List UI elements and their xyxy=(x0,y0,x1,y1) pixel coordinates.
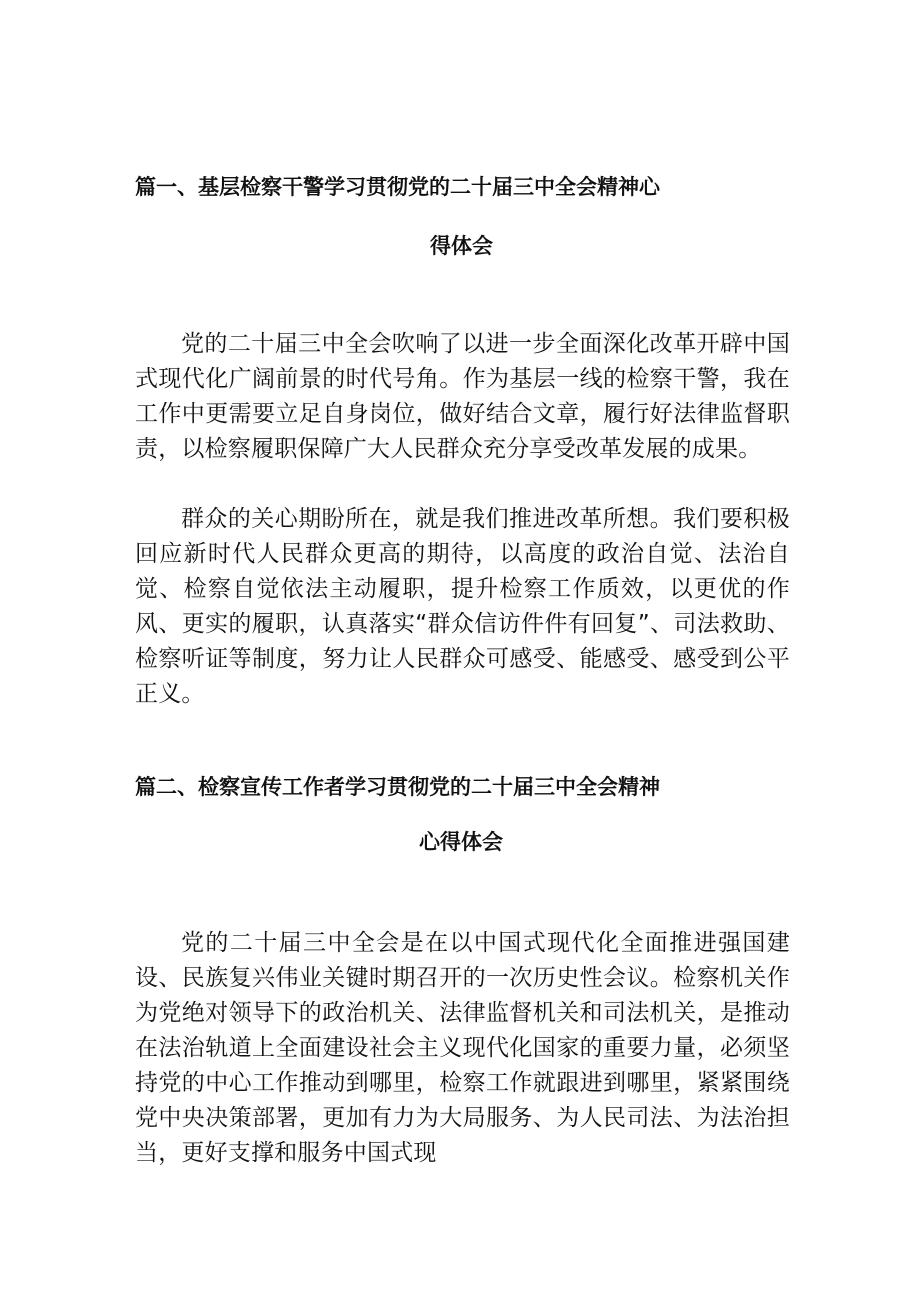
section-1-title-line-1: 篇一、基层检察干警学习贯彻党的二十届三中全会精神心 xyxy=(135,175,660,199)
section-2-title-line-1: 篇二、检察宣传工作者学习贯彻党的二十届三中全会精神 xyxy=(135,775,660,799)
section-2-title-line-2: 心得体会 xyxy=(419,830,503,854)
section-1-paragraph-2: 群众的关心期盼所在，就是我们推进改革所想。我们要积极回应新时代人民群众更高的期待，以高度的政治自觉、法治自觉、检察自觉依法主动履职，提升检察工作质效，以更优的作风、更实的履职，认真落实“群众信访件件有回复”、司法救助、检察听证等制度，努力让人民群众可感受、能感受、感受到公平正义。 xyxy=(135,506,790,707)
section-2-paragraph-1: 党的二十届三中全会是在以中国式现代化全面推进强国建设、民族复兴伟业关键时期召开的一次历史性会议。检察机关作为党绝对领导下的政治机关、法律监督机关和司法机关，是推动在法治轨道上全面建设社会主义现代化国家的重要力量，必须坚持党的中心工作推动到哪里，检察工作就跟进到哪里，紧紧围绕党中央决策部署，更加有力为大局服务、为人民司法、为法治担当，更好支撑和服务中国式现 xyxy=(135,930,790,1166)
section-1-title-line-2: 得体会 xyxy=(430,234,493,258)
section-1-paragraph-1: 党的二十届三中全会吹响了以进一步全面深化改革开辟中国式现代化广阔前景的时代号角。作为基层一线的检察干警，我在工作中更需要立足自身岗位，做好结合文章，履行好法律监督职责，以检察履职保障广大人民群众充分享受改革发展的成果。 xyxy=(135,331,790,462)
